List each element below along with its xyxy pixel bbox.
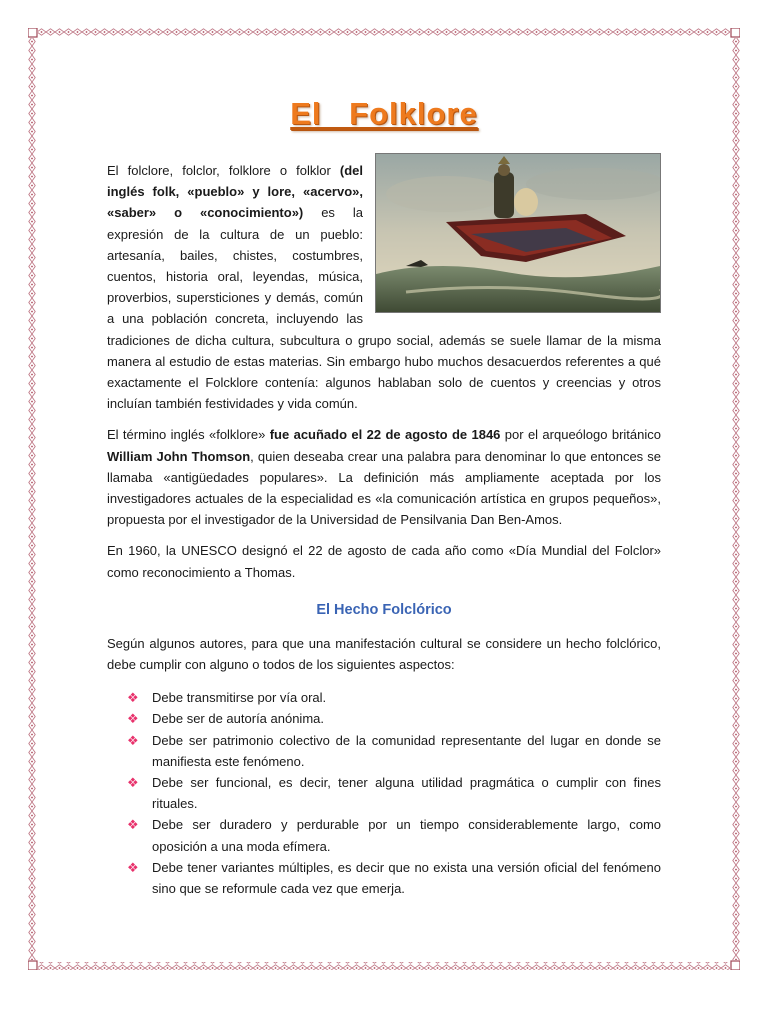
document-body bbox=[107, 90, 661, 899]
diamond-bullet-icon: ❖ bbox=[127, 732, 139, 748]
flying-carpet-painting bbox=[375, 153, 661, 313]
list-item-text: Debe tener variantes múltiples, es decir que no exista una versión oficial del fenómeno sino que se reformule cada vez que emerja. bbox=[152, 859, 661, 897]
list-item bbox=[107, 730, 661, 772]
diamond-bullet-icon: ❖ bbox=[127, 690, 139, 706]
intro-etymology-bold: (del inglés folk, «pueblo» y lore, «acervo», «saber» o «conocimiento») bbox=[107, 163, 363, 221]
term-date-bold: fue acuñado el 22 de agosto de 1846 bbox=[269, 427, 501, 443]
list-item-text: Debe ser de autoría anónima. bbox=[152, 711, 324, 727]
intro-text-2: es la expresión de la cultura de un pueblo: artesanía, bailes, chistes, costumbres, cuentos, historia oral, leyendas, música, proverbios, supersticiones y demás, común a una población concreta, incluyendo las tradiciones de dicha cultura, subcultura o grupo social, además se suele llamar de la misma manera al estudio de estas materias. Sin embargo hubo muchos desacuerdos referentes a qué exactamente el Folcklore contenía: algunos hablaban solo de cuentos y creencias y otros incluían también festividades y vida común. bbox=[107, 205, 661, 412]
diamond-bullet-icon: ❖ bbox=[127, 775, 139, 791]
list-item bbox=[107, 857, 661, 899]
term-text-2: por el arqueólogo británico bbox=[500, 427, 661, 443]
list-item-text: Debe transmitirse por vía oral. bbox=[152, 690, 327, 706]
list-item bbox=[107, 687, 661, 708]
section-subtitle: El Hecho Folclórico bbox=[316, 601, 452, 618]
list-item bbox=[107, 708, 661, 729]
term-text-1: El término inglés «folklore» bbox=[107, 427, 270, 443]
list-item bbox=[107, 772, 661, 814]
painting-image-icon bbox=[376, 154, 660, 312]
list-item-text: Debe ser patrimonio colectivo de la comunidad representante del lugar en donde se manifiesta este fenómeno. bbox=[152, 732, 661, 769]
unesco-paragraph: En 1960, la UNESCO designó el 22 de agosto de cada año como «Día Mundial del Folclor» como reconocimiento a Thomas. bbox=[107, 543, 661, 580]
list-item-text: Debe ser funcional, es decir, tener alguna utilidad pragmática o cumplir con fines rituales. bbox=[152, 775, 661, 812]
criteria-paragraph: Según algunos autores, para que una manifestación cultural se considere un hecho folclórico, debe cumplir con alguno o todos de los siguientes aspectos: bbox=[107, 635, 661, 673]
diamond-bullet-icon: ❖ bbox=[127, 859, 139, 875]
term-author-bold: William John Thomson bbox=[107, 448, 251, 464]
page-title: El Folklore bbox=[290, 96, 478, 131]
criteria-list bbox=[107, 687, 661, 899]
term-paragraph bbox=[107, 424, 661, 530]
list-item-text: Debe ser duradero y perdurable por un tiempo considerablemente largo, como oposición a una moda efímera. bbox=[152, 817, 661, 854]
diamond-bullet-icon: ❖ bbox=[127, 711, 139, 727]
intro-text-1: El folclore, folclor, folklore o folklor bbox=[107, 163, 340, 178]
diamond-bullet-icon: ❖ bbox=[127, 817, 139, 833]
list-item bbox=[107, 814, 661, 856]
term-text-3: , quien deseaba crear una palabra para denominar lo que entonces se llamaba «antigüedades populares». La definición más ampliamente aceptada por los investigadores actuales de la especialidad es «la comunicación artística en grupos pequeños», propuesta por el investigador de la Universidad de Pensilvania Dan Ben-Amos. bbox=[107, 448, 662, 528]
